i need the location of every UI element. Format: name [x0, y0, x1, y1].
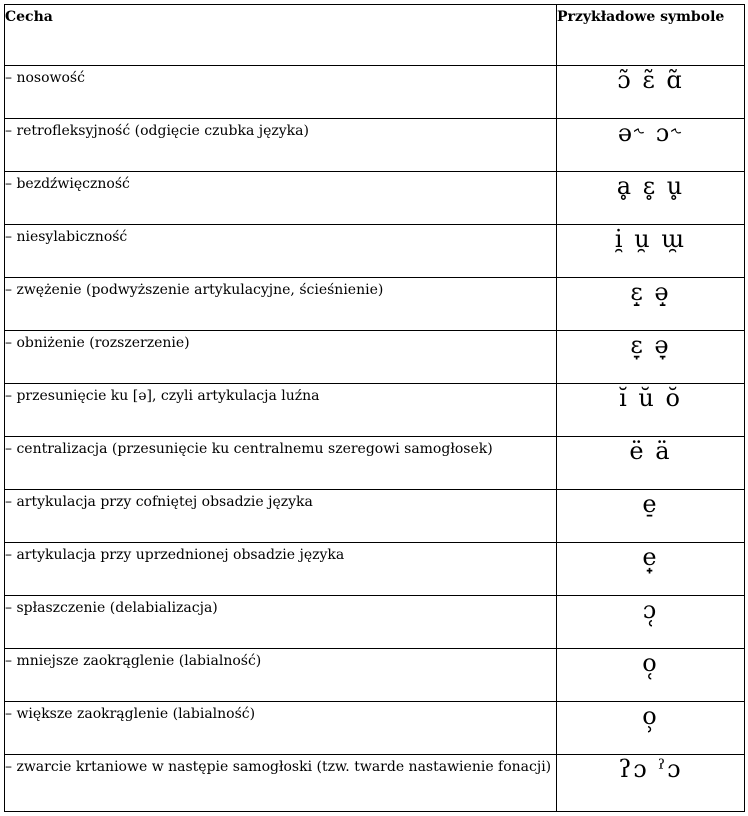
feature-cell: – nosowość — [5, 66, 557, 119]
feature-cell: – spłaszczenie (delabializacja) — [5, 596, 557, 649]
symbols-cell: ɔ̃ ɛ̃ ɑ̃ — [557, 66, 745, 119]
feature-cell: – zwarcie krtaniowe w następie samogłoski (tzw. twarde nastawienie fonacji) — [5, 755, 557, 812]
feature-cell: – mniejsze zaokrąglenie (labialność) — [5, 649, 557, 702]
table-row — [5, 384, 745, 437]
feature-cell: – obniżenie (rozszerzenie) — [5, 331, 557, 384]
feature-cell: – centralizacja (przesunięcie ku centralnemu szeregowi samogłosek) — [5, 437, 557, 490]
table-row — [5, 702, 745, 755]
symbols-cell: ḁ ɛ̥ u̥ — [557, 172, 745, 225]
symbols-cell: ʔɔ ˀɔ — [557, 755, 745, 812]
feature-cell: – większe zaokrąglenie (labialność) — [5, 702, 557, 755]
table-row — [5, 755, 745, 812]
feature-cell: – retrofleksyjność (odgięcie czubka języka) — [5, 119, 557, 172]
feature-cell: – artykulacja przy uprzednionej obsadzie języka — [5, 543, 557, 596]
symbols-cell: e̟ — [557, 543, 745, 596]
symbols-cell: ɛ̞ ə̞ — [557, 331, 745, 384]
symbols-cell: i̯ u̯ ɯ̯ — [557, 225, 745, 278]
symbols-cell: o̹ — [557, 702, 745, 755]
feature-cell: – przesunięcie ku [ə], czyli artykulacja luźna — [5, 384, 557, 437]
table-row — [5, 278, 745, 331]
feature-cell: – niesylabiczność — [5, 225, 557, 278]
feature-cell: – bezdźwięczność — [5, 172, 557, 225]
symbols-cell: ɛ̝ ə̝ — [557, 278, 745, 331]
symbols-cell: o̜ — [557, 649, 745, 702]
feature-cell: – zwężenie (podwyższenie artykulacyjne, ścieśnienie) — [5, 278, 557, 331]
header-feature: Cecha — [5, 5, 557, 66]
table-row — [5, 66, 745, 119]
table-row — [5, 119, 745, 172]
symbols-cell: ə˞ ɔ˞ — [557, 119, 745, 172]
table-row — [5, 596, 745, 649]
symbols-cell: e̠ — [557, 490, 745, 543]
table-row — [5, 490, 745, 543]
table-row — [5, 172, 745, 225]
symbols-cell: ĭ ŭ ŏ — [557, 384, 745, 437]
symbols-cell: ɔ̜ — [557, 596, 745, 649]
feature-cell: – artykulacja przy cofniętej obsadzie języka — [5, 490, 557, 543]
vowel-features-table — [4, 4, 745, 812]
header-symbols: Przykładowe symbole — [557, 5, 745, 66]
table-row — [5, 437, 745, 490]
table-row — [5, 331, 745, 384]
table-row — [5, 649, 745, 702]
table-row — [5, 225, 745, 278]
symbols-cell: ë ä — [557, 437, 745, 490]
header-row — [5, 5, 745, 66]
table-row — [5, 543, 745, 596]
